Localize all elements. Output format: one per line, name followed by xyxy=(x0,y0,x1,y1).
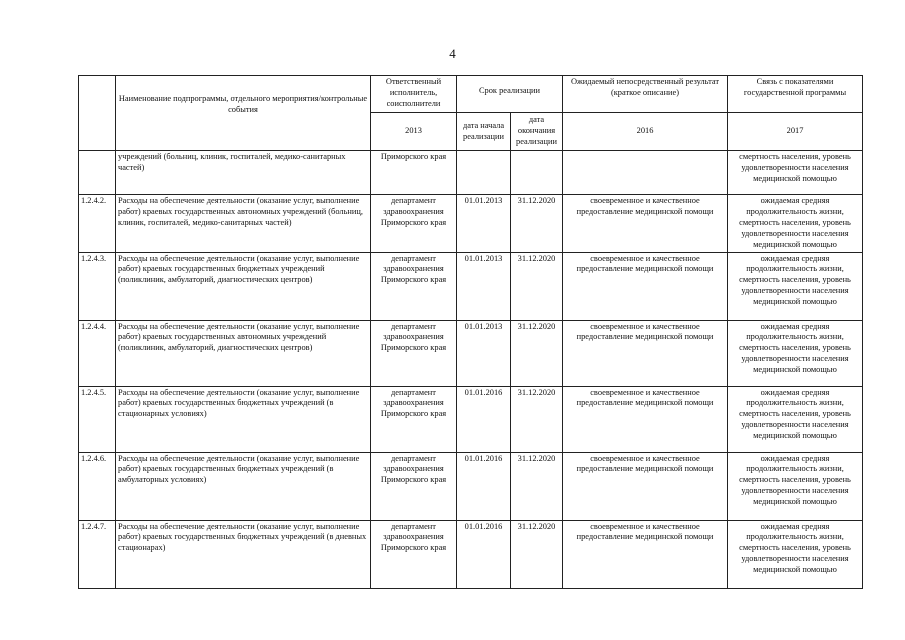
header-link: Связь с показателями государственной программы xyxy=(728,76,863,113)
row-result: своевременное и качественное предоставление медицинской помощи xyxy=(563,252,728,320)
row-code xyxy=(79,151,116,195)
row-link: ожидаемая средняя продолжительность жизни, смертность населения, уровень удовлетворенности населения медицинской помощью xyxy=(728,320,863,386)
row-responsible: департамент здравоохранения Приморского края xyxy=(371,452,457,520)
row-start: 01.01.2013 xyxy=(457,252,511,320)
row-code: 1.2.4.6. xyxy=(79,452,116,520)
row-end: 31.12.2020 xyxy=(511,252,563,320)
header-year-2017: 2017 xyxy=(728,113,863,151)
header-row-1 xyxy=(79,76,863,113)
table-row xyxy=(79,452,863,520)
row-end: 31.12.2020 xyxy=(511,452,563,520)
header-year-2016: 2016 xyxy=(563,113,728,151)
row-end: 31.12.2020 xyxy=(511,386,563,452)
row-name: Расходы на обеспечение деятельности (оказание услуг, выполнение работ) краевых государственных бюджетных учреждений (в амбулаторных условиях) xyxy=(116,452,371,520)
header-year-2013: 2013 xyxy=(371,113,457,151)
row-name: учреждений (больниц, клиник, госпиталей, медико-санитарных частей) xyxy=(116,151,371,195)
row-start: 01.01.2016 xyxy=(457,520,511,588)
page-number: 4 xyxy=(449,46,456,61)
table-row xyxy=(79,195,863,253)
header-code-cell xyxy=(79,76,116,151)
row-responsible: Приморского края xyxy=(371,151,457,195)
row-code: 1.2.4.5. xyxy=(79,386,116,452)
row-start: 01.01.2016 xyxy=(457,386,511,452)
header-end-date: дата окончания реализации xyxy=(511,113,563,151)
header-responsible: Ответственный исполнитель, соисполнители xyxy=(371,76,457,113)
row-start: 01.01.2013 xyxy=(457,320,511,386)
row-result: своевременное и качественное предоставление медицинской помощи xyxy=(563,386,728,452)
row-link: ожидаемая средняя продолжительность жизни, смертность населения, уровень удовлетворенности населения медицинской помощью xyxy=(728,195,863,253)
row-responsible: департамент здравоохранения Приморского края xyxy=(371,252,457,320)
row-start xyxy=(457,151,511,195)
row-name: Расходы на обеспечение деятельности (оказание услуг, выполнение работ) краевых государственных бюджетных учреждений (поликлиник, амбулаторий, диагностических центров) xyxy=(116,252,371,320)
header-name: Наименование подпрограммы, отдельного мероприятия/контрольные события xyxy=(116,76,371,151)
row-name: Расходы на обеспечение деятельности (оказание услуг, выполнение работ) краевых государственных автономных учреждений (поликлиник, амбулаторий, диагностических центров) xyxy=(116,320,371,386)
row-start: 01.01.2016 xyxy=(457,452,511,520)
row-end: 31.12.2020 xyxy=(511,520,563,588)
row-responsible: департамент здравоохранения Приморского края xyxy=(371,320,457,386)
plan-table xyxy=(78,75,863,589)
row-link: ожидаемая средняя продолжительность жизни, смертность населения, уровень удовлетворенности населения медицинской помощью xyxy=(728,520,863,588)
row-responsible: департамент здравоохранения Приморского края xyxy=(371,195,457,253)
table-row xyxy=(79,252,863,320)
row-code: 1.2.4.7. xyxy=(79,520,116,588)
table-row xyxy=(79,520,863,588)
header-result: Ожидаемый непосредственный результат (краткое описание) xyxy=(563,76,728,113)
row-result xyxy=(563,151,728,195)
row-end: 31.12.2020 xyxy=(511,195,563,253)
header-period: Срок реализации xyxy=(457,76,563,113)
row-link: ожидаемая средняя продолжительность жизни, смертность населения, уровень удовлетворенности населения медицинской помощью xyxy=(728,252,863,320)
row-link: смертность населения, уровень удовлетворенности населения медицинской помощью xyxy=(728,151,863,195)
row-code: 1.2.4.2. xyxy=(79,195,116,253)
header-start-date: дата начала реализации xyxy=(457,113,511,151)
row-code: 1.2.4.3. xyxy=(79,252,116,320)
row-code: 1.2.4.4. xyxy=(79,320,116,386)
row-end xyxy=(511,151,563,195)
row-link: ожидаемая средняя продолжительность жизни, смертность населения, уровень удовлетворенности населения медицинской помощью xyxy=(728,452,863,520)
row-name: Расходы на обеспечение деятельности (оказание услуг, выполнение работ) краевых государственных автономных учреждений (больниц, клиник, госпиталей, медико-санитарных частей) xyxy=(116,195,371,253)
row-result: своевременное и качественное предоставление медицинской помощи xyxy=(563,195,728,253)
row-responsible: департамент здравоохранения Приморского края xyxy=(371,386,457,452)
row-link: ожидаемая средняя продолжительность жизни, смертность населения, уровень удовлетворенности населения медицинской помощью xyxy=(728,386,863,452)
row-name: Расходы на обеспечение деятельности (оказание услуг, выполнение работ) краевых государственных бюджетных учреждений (в дневных стационарах) xyxy=(116,520,371,588)
table-row xyxy=(79,151,863,195)
row-result: своевременное и качественное предоставление медицинской помощи xyxy=(563,520,728,588)
table-row xyxy=(79,320,863,386)
row-result: своевременное и качественное предоставление медицинской помощи xyxy=(563,452,728,520)
row-start: 01.01.2013 xyxy=(457,195,511,253)
row-result: своевременное и качественное предоставление медицинской помощи xyxy=(563,320,728,386)
row-responsible: департамент здравоохранения Приморского края xyxy=(371,520,457,588)
row-name: Расходы на обеспечение деятельности (оказание услуг, выполнение работ) краевых государственных бюджетных учреждений (в стационарных условиях) xyxy=(116,386,371,452)
row-end: 31.12.2020 xyxy=(511,320,563,386)
table-row xyxy=(79,386,863,452)
